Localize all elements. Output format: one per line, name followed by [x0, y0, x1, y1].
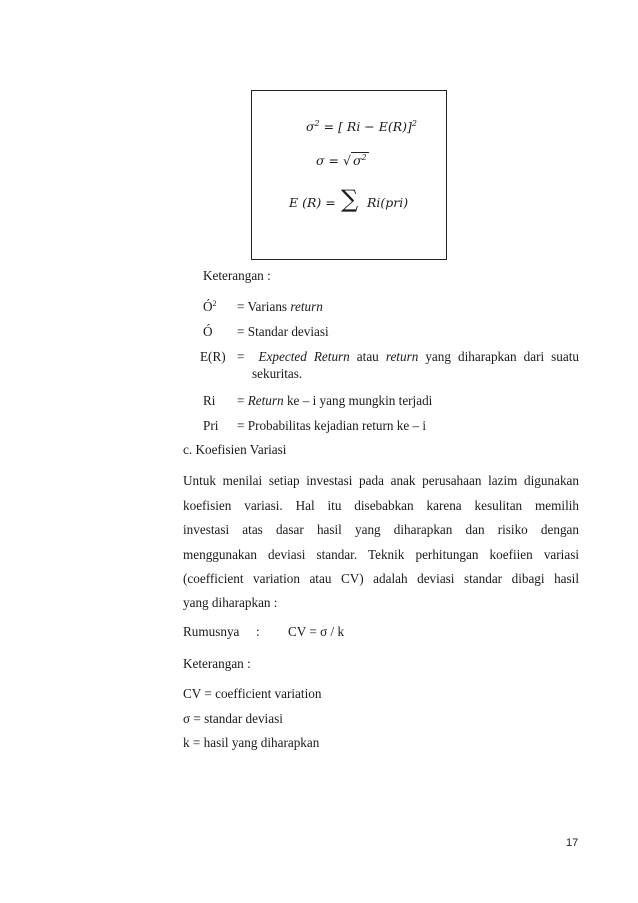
legend-desc-pri	[237, 418, 426, 434]
legend-desc-expected-return-italic2: return	[385, 349, 419, 364]
formula-stddev-lhs: σ	[316, 153, 325, 168]
formula-stddev-radicand-exp: 2	[361, 153, 367, 162]
paragraph-line: menggunakan deviasi standar. Teknik perhitungan koefiien variasi	[183, 547, 579, 562]
legend-desc-pri-text: Probabilitas kejadian return ke – i	[247, 418, 427, 433]
legend-eq: =	[237, 324, 245, 339]
formula-expected-return-rhs	[367, 195, 408, 210]
legend-sym-ri: Ri	[203, 393, 216, 408]
formula-expected-return-rhs-text: Ri(pri)	[367, 195, 409, 210]
summation-symbol: ∑	[341, 185, 359, 213]
legend-sym-variance	[203, 299, 217, 315]
legend-desc-expected-return-italic1: Expected Return	[258, 349, 350, 364]
rumus-label: Rumusnya	[183, 624, 240, 639]
paragraph-line: koefisien variasi. Hal itu disebabkan karena kesulitan memilih	[183, 498, 579, 513]
formula-stddev-eq: =	[328, 153, 340, 168]
legend-desc-ri-italic: Return	[247, 393, 284, 408]
legend-sym-stddev: Ó	[203, 324, 213, 339]
legend-desc-expected-return-line2: sekuritas.	[252, 366, 303, 381]
legend-desc-ri	[237, 393, 432, 409]
legend-desc-expected-return-end: yang diharapkan dari suatu	[418, 349, 580, 364]
keterangan-line-cv: CV = coefficient variation	[183, 686, 322, 701]
keterangan-line-sigma: σ = standar deviasi	[183, 711, 283, 726]
formula-box	[251, 90, 447, 260]
legend-desc-expected-return-mid: atau	[349, 349, 386, 364]
formula-stddev	[316, 153, 369, 168]
legend-sym-variance-text: Ó	[203, 299, 213, 314]
legend-eq: =	[237, 299, 245, 314]
paragraph-line: (coefficient variation atau CV) adalah deviasi standar dibagi hasil	[183, 571, 579, 586]
rumus-formula: CV = σ / k	[288, 624, 345, 639]
legend-desc-stddev-text: Standar deviasi	[247, 324, 329, 339]
section-heading: c. Koefisien Variasi	[183, 442, 287, 457]
legend-eq: =	[237, 393, 245, 408]
legend-sym-expected-return: E(R)	[200, 349, 226, 364]
keterangan-line-k: k = hasil yang diharapkan	[183, 735, 320, 750]
formula-variance	[306, 119, 417, 134]
rumus-colon: :	[256, 624, 260, 639]
paragraph-line: investasi atas dasar hasil yang diharapkan dan risiko dengan	[183, 522, 579, 537]
formula-variance-rhs-exp: 2	[411, 119, 418, 128]
legend-sym-pri: Pri	[203, 418, 219, 433]
formula-variance-rhs: = [ Ri − E(R)]	[323, 119, 412, 134]
legend-eq: =	[237, 418, 245, 433]
paragraph-line: yang diharapkan :	[183, 595, 278, 610]
legend-desc-variance-text: Varians	[247, 299, 288, 314]
formula-expected-return-lhs-text: E (R) =	[289, 195, 336, 210]
legend-desc-expected-return	[237, 349, 579, 365]
legend-sym-variance-sup: 2	[212, 299, 217, 308]
formula-variance-lhs-exp: 2	[314, 119, 320, 128]
legend-desc-variance	[237, 299, 323, 315]
formula-variance-lhs: σ	[306, 119, 315, 134]
keterangan-title: Keterangan :	[183, 656, 251, 671]
legend-desc-ri-text: ke – i yang mungkin terjadi	[283, 393, 433, 408]
formula-stddev-radicand-sigma: σ	[352, 153, 362, 168]
legend-desc-stddev	[237, 324, 329, 340]
sqrt-symbol: √	[343, 153, 351, 168]
formula-stddev-radicand	[351, 152, 369, 168]
legend-desc-variance-italic: return	[290, 299, 323, 314]
paragraph-line: Untuk menilai setiap investasi pada anak perusahaan lazim digunakan	[183, 473, 579, 488]
legend-title: Keterangan :	[203, 268, 271, 283]
formula-expected-return-lhs	[289, 195, 336, 210]
legend-eq: =	[237, 349, 245, 364]
page-number: 17	[566, 837, 579, 849]
